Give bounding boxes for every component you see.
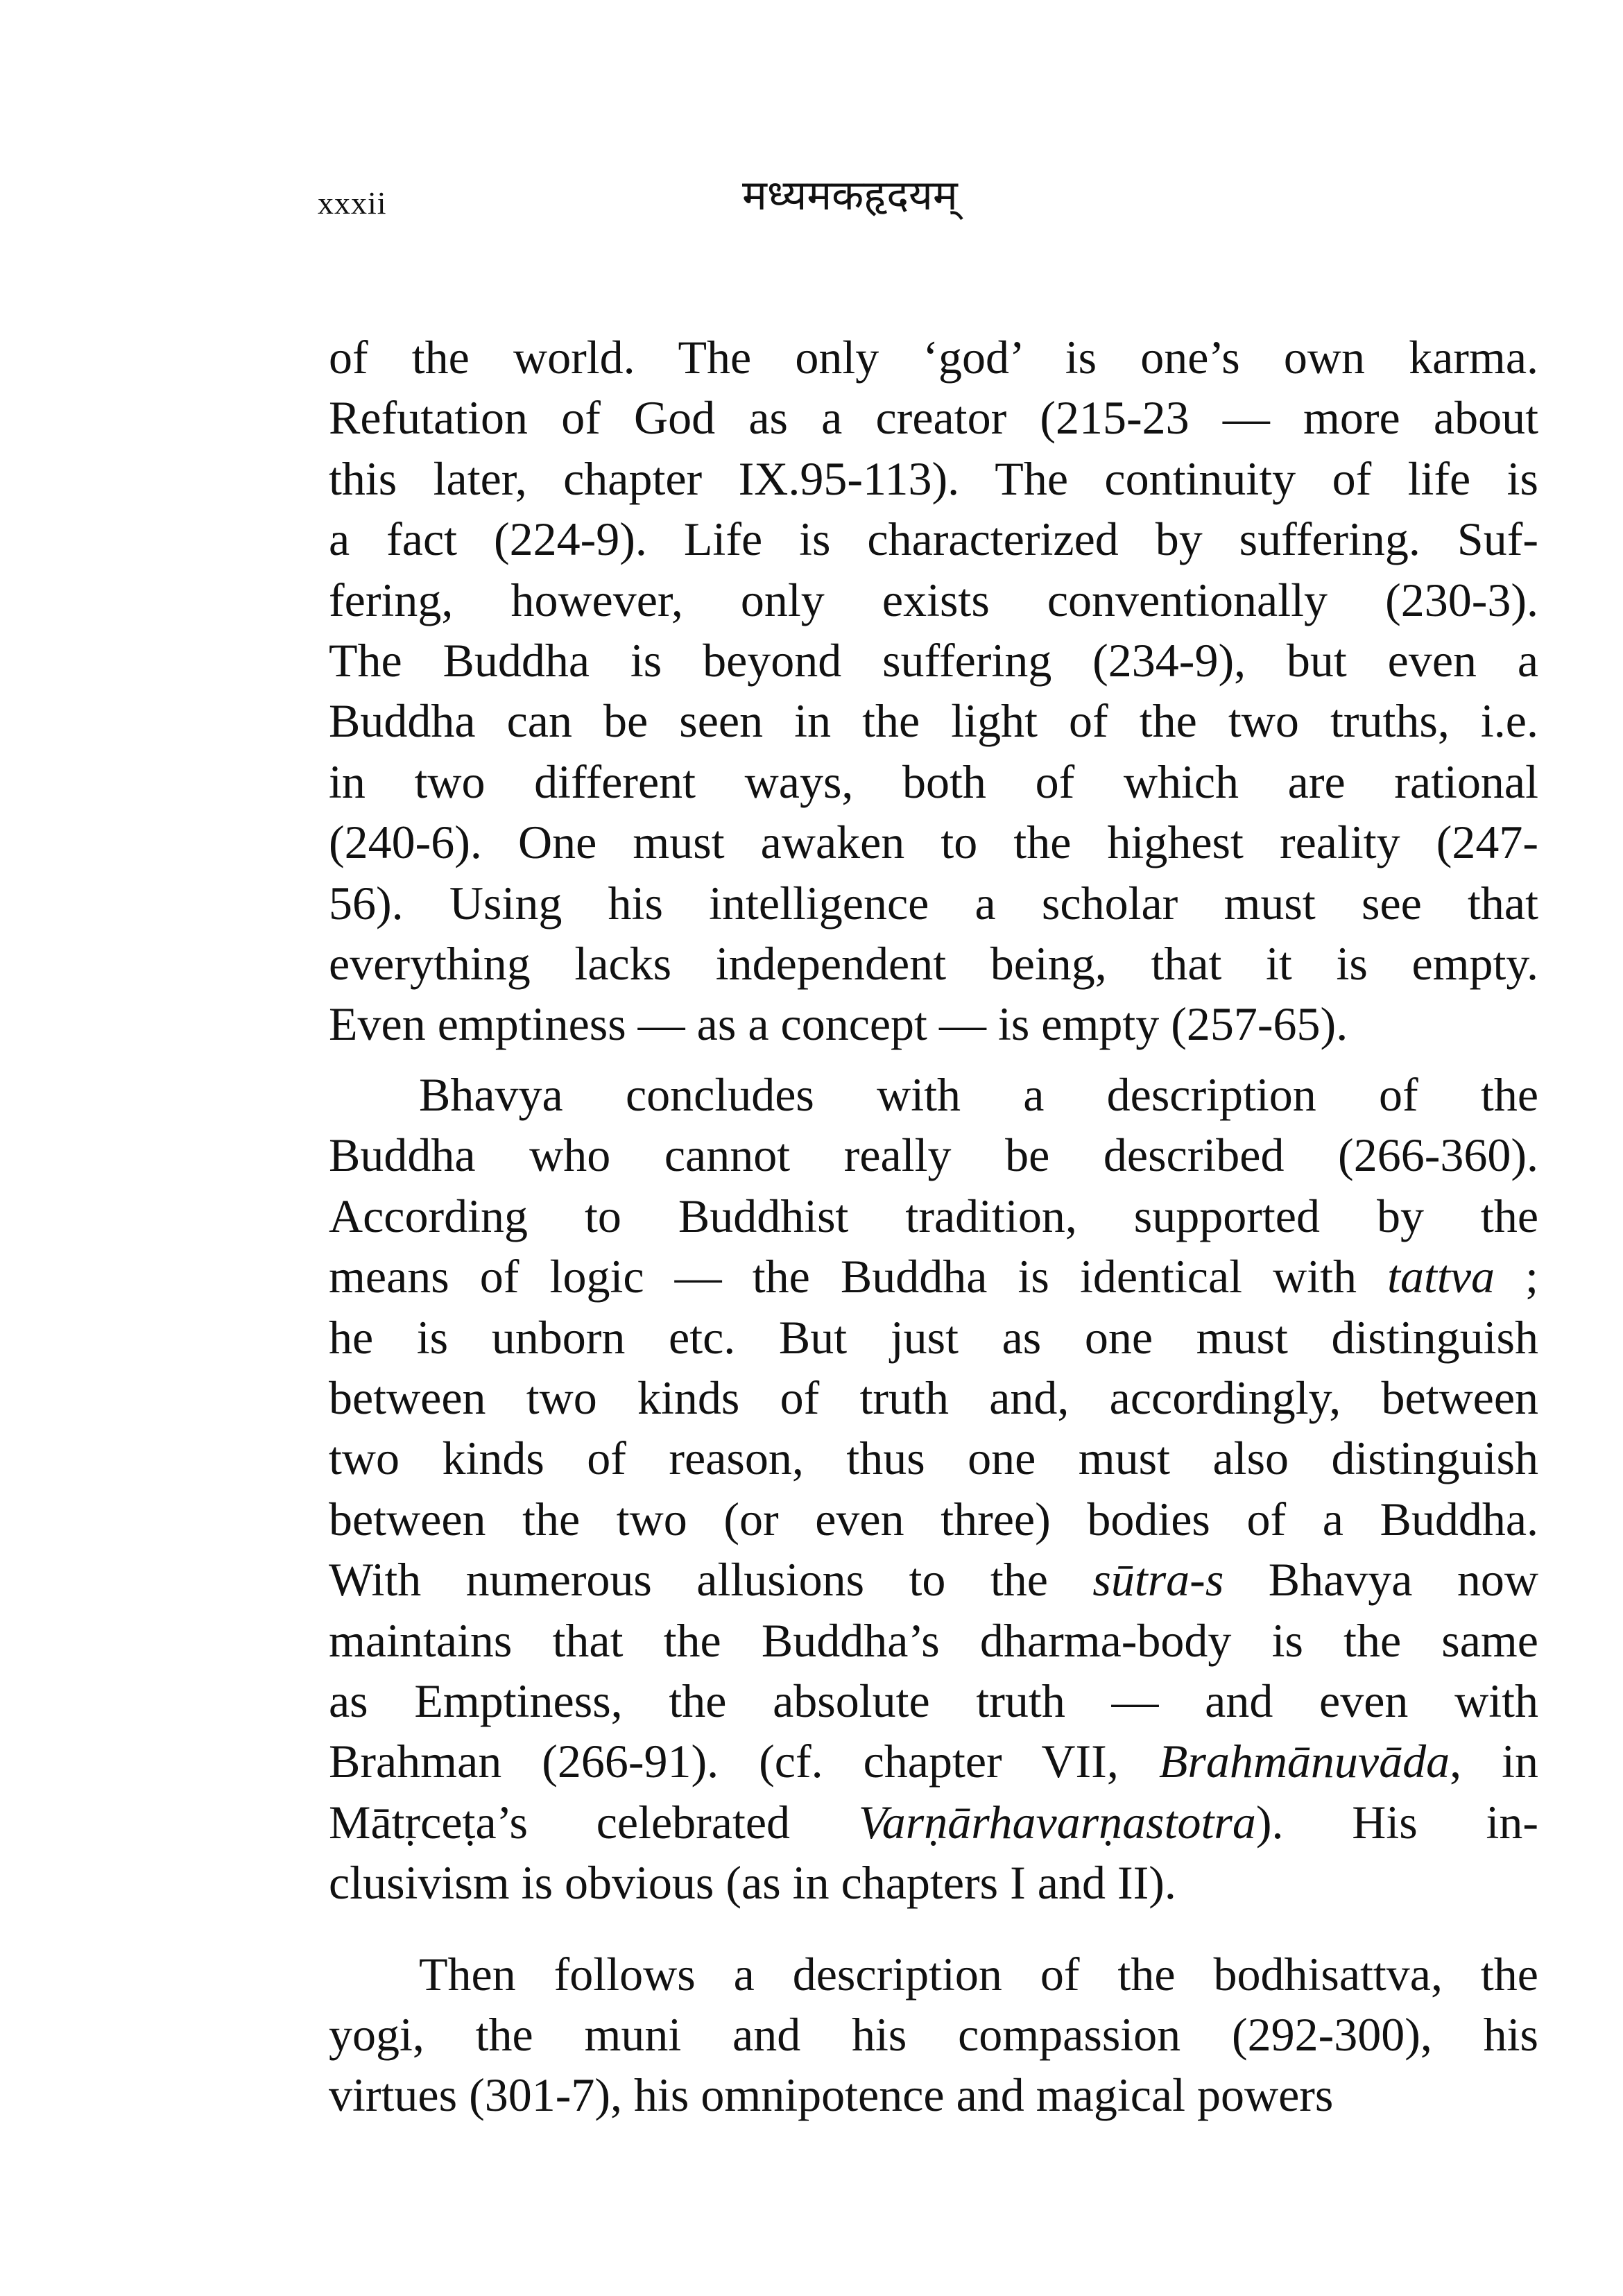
- text-line: Buddha can be seen in the light of the two truths, i.e.: [329, 694, 1538, 748]
- body-text: [329, 327, 1538, 2126]
- text-line: a fact (224-9). Life is characterized by suffering. Suf-: [329, 513, 1538, 566]
- text-line: in two different ways, both of which are rational: [329, 755, 1538, 808]
- paragraph-3: [329, 1944, 1538, 2126]
- text-line: this later, chapter IX.95-113). The continuity of life is: [329, 452, 1538, 505]
- text-line: Then follows a description of the bodhisattva, the: [419, 1947, 1538, 2001]
- text-line: According to Buddhist tradition, supported by the: [329, 1189, 1538, 1242]
- text-line: two kinds of reason, thus one must also distinguish: [329, 1432, 1538, 1485]
- text-line: clusivism is obvious (as in chapters I and II).: [329, 1856, 1176, 1910]
- text-line: Refutation of God as a creator (215-23 — more about: [329, 391, 1538, 445]
- text-line: (240-6). One must awaken to the highest reality (247-: [329, 816, 1538, 869]
- text-line: maintains that the Buddha’s dharma-body is the same: [329, 1613, 1538, 1667]
- text-line: as Emptiness, the absolute truth — and even with: [329, 1674, 1538, 1727]
- text-line: everything lacks independent being, that it is empty.: [329, 937, 1538, 991]
- text-line: Mātṛceṭa’s celebrated Varṇārhavarṇastotra). His in-: [329, 1795, 1538, 1849]
- text-line: between two kinds of truth and, accordingly, between: [329, 1371, 1538, 1424]
- text-line: he is unborn etc. But just as one must distinguish: [329, 1310, 1538, 1364]
- text-line: Even emptiness — as a concept — is empty (257-65).: [329, 997, 1348, 1051]
- text-line: Brahman (266-91). (cf. chapter VII, Brahmānuvāda, in: [329, 1735, 1538, 1788]
- text-line: With numerous allusions to the sūtra-s Bhavya now: [329, 1553, 1538, 1607]
- text-line: means of logic — the Buddha is identical with tattva ;: [329, 1250, 1538, 1303]
- text-line: The Buddha is beyond suffering (234-9), but even a: [329, 634, 1538, 687]
- text-line: 56). Using his intelligence a scholar must see that: [329, 876, 1538, 929]
- page-header: [0, 158, 1623, 234]
- page-number: xxxii: [318, 185, 387, 221]
- text-line: fering, however, only exists conventionally (230-3).: [329, 573, 1538, 626]
- text-line: between the two (or even three) bodies of a Buddha.: [329, 1492, 1538, 1545]
- text-line: yogi, the muni and his compassion (292-300), his: [329, 2007, 1538, 2061]
- text-line: Bhavya concludes with a description of the: [419, 1068, 1538, 1121]
- running-title: मध्यमकहृदयम्: [742, 171, 958, 220]
- paragraph-1: [329, 327, 1538, 1055]
- text-line: of the world. The only ‘god’ is one’s own karma.: [329, 331, 1538, 384]
- paragraph-2: [329, 1065, 1538, 1914]
- text-line: Buddha who cannot really be described (266-360).: [329, 1129, 1538, 1182]
- text-line: virtues (301-7), his omnipotence and magical powers: [329, 2068, 1334, 2122]
